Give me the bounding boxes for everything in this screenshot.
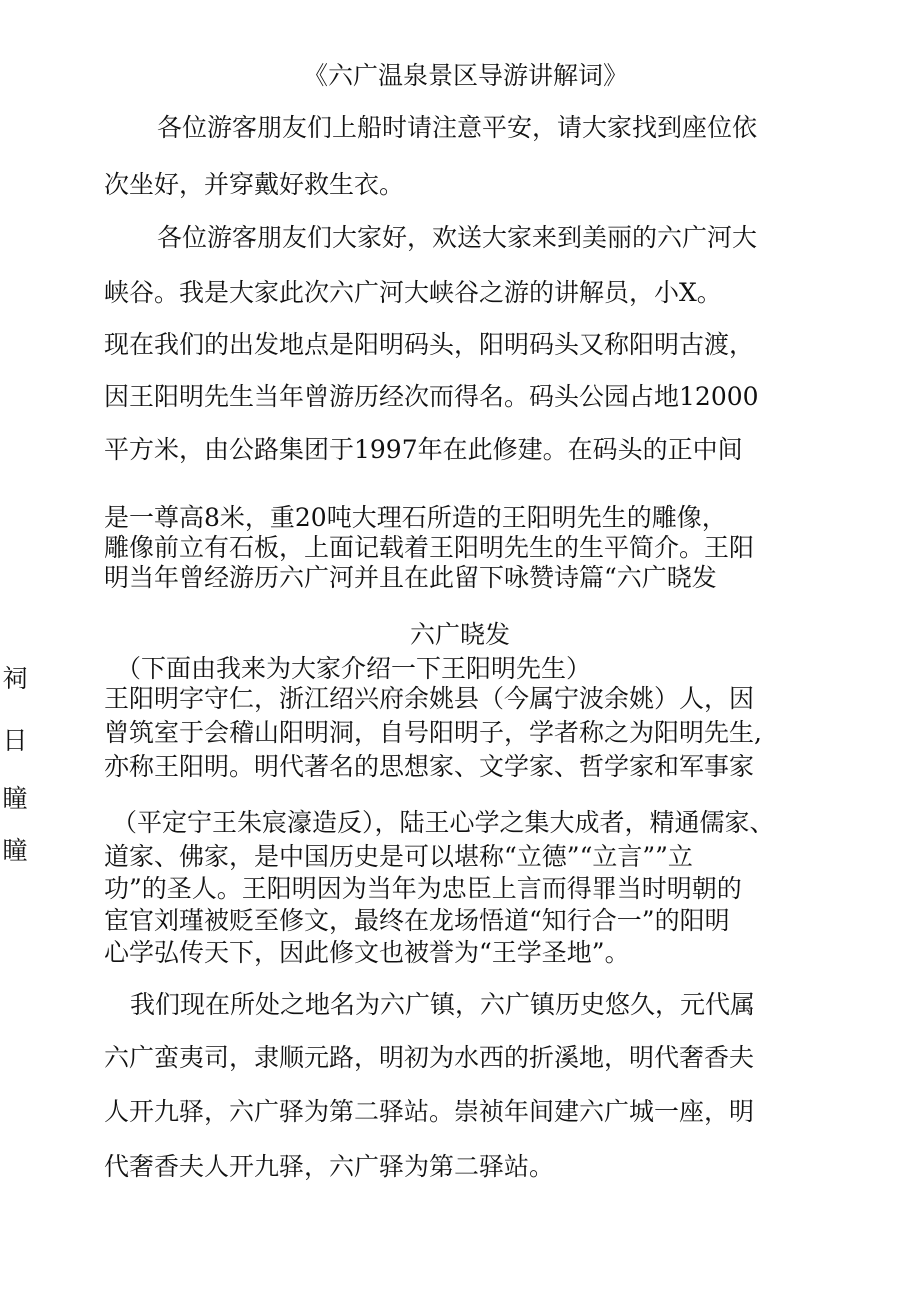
text-line-5: 现在我们的出发地点是阳明码头，阳明码头又称阳明古渡，: [104, 330, 755, 359]
text-line-6: 因王阳明先生当年曾游历经次而得名。码头公园占地12000: [104, 382, 759, 411]
text-line-18: 功”的圣人。王阳明因为当年为忠臣上言而得罪当时明朝的: [104, 874, 742, 903]
document-title: 《六广温泉景区导游讲解词》: [303, 61, 629, 90]
text-line-23: 人开九驿，六广驿为第二驿站。崇祯年间建六广城一座，明: [104, 1097, 755, 1126]
text-line-24: 代奢香夫人开九驿，六广驿为第二驿站。: [104, 1152, 555, 1181]
side-char-2: 日: [2, 726, 28, 755]
text-line-19: 宦官刘瑾被贬至修文，最终在龙场悟道“知行合一”的阳明: [104, 906, 730, 935]
side-char-3: 瞳: [2, 784, 28, 813]
text-line-21: 我们现在所处之地名为六广镇，六广镇历史悠久，元代属: [130, 990, 756, 1019]
text-line-12: （下面由我来为大家介绍一下王阳明先生）: [116, 654, 592, 683]
text-line-10: 明当年曾经游历六广河并且在此留下咏赞诗篇“六广晓发: [104, 563, 717, 592]
side-char-1: 祠: [2, 664, 28, 693]
text-line-9: 雕像前立有石板，上面记载着王阳明先生的生平简介。王阳: [104, 533, 755, 562]
text-line-16: （平定宁王朱宸濠造反），陆王心学之集大成者，精通儒家、: [112, 808, 775, 837]
text-line-22: 六广蛮夷司，隶顺元路，明初为水西的折溪地，明代奢香夫: [104, 1043, 755, 1072]
text-line-1: 各位游客朋友们上船时请注意平安，请大家找到座位依: [157, 113, 758, 142]
text-line-14: 曾筑室于会稽山阳明洞，自号阳明子，学者称之为阳明先生,: [104, 718, 762, 747]
text-line-7: 平方米，由公路集团于1997年在此修建。在码头的正中间: [104, 435, 743, 464]
text-line-15: 亦称王阳明。明代著名的思想家、文学家、哲学家和军事家: [104, 752, 755, 781]
text-line-20: 心学弘传天下，因此修文也被誉为“王学圣地”。: [104, 938, 630, 967]
text-line-3: 各位游客朋友们大家好，欢送大家来到美丽的六广河大: [157, 223, 758, 252]
text-line-4: 峡谷。我是大家此次六广河大峡谷之游的讲解员，小X。: [104, 278, 722, 307]
text-line-2: 次坐好，并穿戴好救生衣。: [104, 170, 405, 199]
text-line-13: 王阳明字守仁，浙江绍兴府余姚县（今属宁波余姚）人，因: [104, 684, 755, 713]
text-line-8: 是一尊高8米，重20吨大理石所造的王阳明先生的雕像，: [104, 503, 727, 532]
text-line-17: 道家、佛家，是中国历史是可以堪称“立德”“立言””立: [104, 842, 693, 871]
poem-title: 六广晓发: [410, 620, 511, 649]
side-char-4: 瞳: [2, 836, 28, 865]
